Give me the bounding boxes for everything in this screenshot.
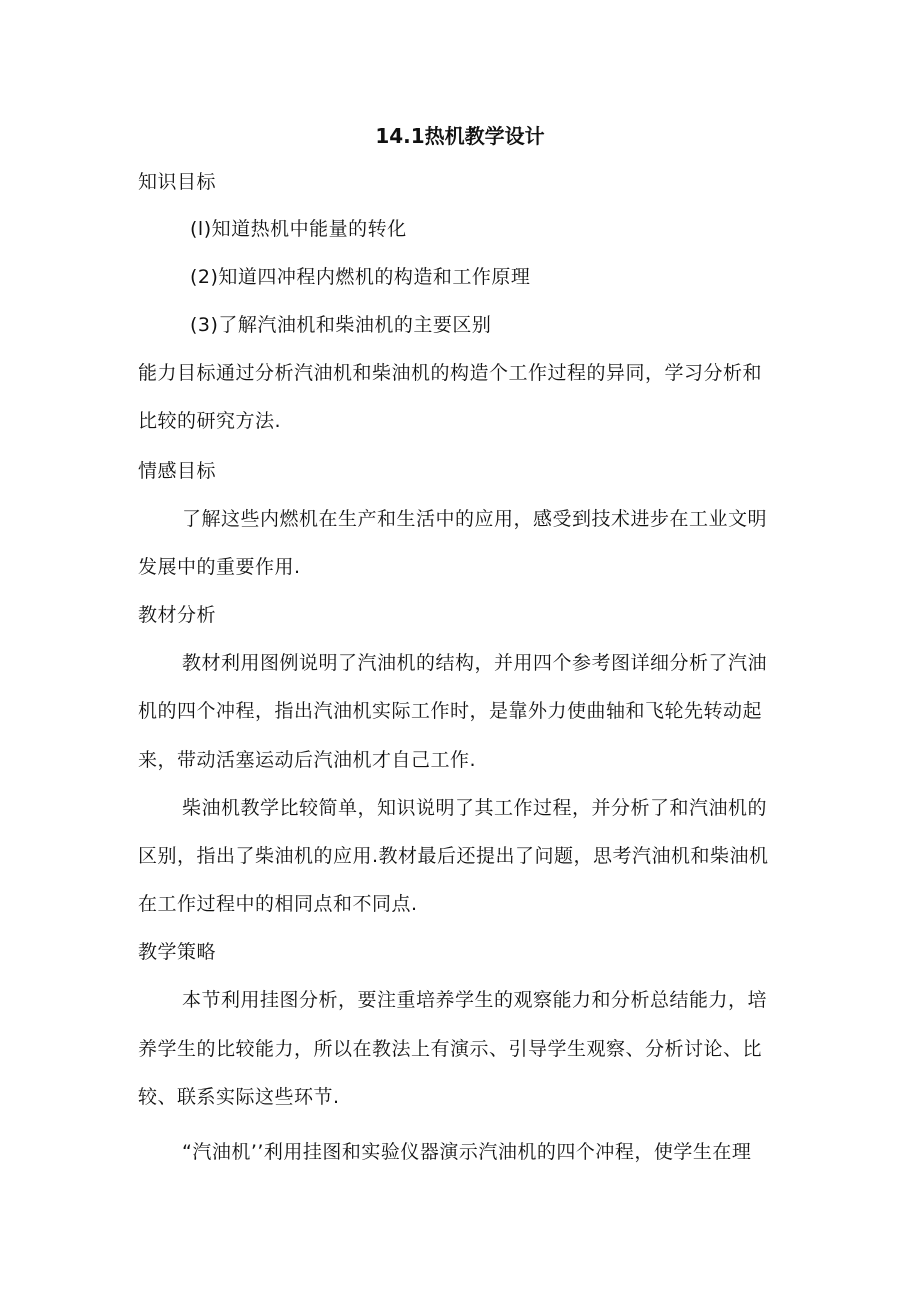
- emotion-line-2: 发展中的重要作用.: [138, 556, 301, 578]
- knowledge-item-1: (l)知道热机中能量的转化: [190, 218, 407, 240]
- material-para1-line-2: 机的四个冲程，指出汽油机实际工作时，是靠外力使曲轴和飞轮先转动起: [138, 700, 763, 722]
- material-para1-line-1: 教材利用图例说明了汽油机的结构，并用四个参考图详细分析了汽油: [182, 652, 768, 674]
- material-para2-line-3: 在工作过程中的相同点和不同点.: [138, 893, 418, 915]
- material-heading: 教材分析: [138, 604, 217, 626]
- strategy-para2-line-1: “汽油机’’利用挂图和实验仪器演示汽油机的四个冲程，使学生在理: [182, 1141, 752, 1163]
- strategy-para1-line-1: 本节利用挂图分析，要注重培养学生的观察能力和分析总结能力，培: [182, 989, 768, 1011]
- material-para1-line-3: 来，带动活塞运动后汽油机才自己工作.: [138, 749, 477, 771]
- emotion-line-1: 了解这些内燃机在生产和生活中的应用，感受到技术进步在工业文明: [182, 508, 768, 530]
- ability-line-2: 比较的研究方法.: [138, 410, 282, 432]
- strategy-para1-line-2: 养学生的比较能力，所以在教法上有演示、引导学生观察、分析讨论、比: [138, 1038, 763, 1060]
- strategy-heading: 教学策略: [138, 941, 217, 963]
- material-para2-line-2: 区别，指出了柴油机的应用.教材最后还提出了问题，思考汽油机和柴油机: [138, 845, 769, 867]
- emotion-heading: 情感目标: [138, 460, 217, 482]
- document-title: 14.1热机教学设计: [375, 124, 545, 148]
- strategy-para1-line-3: 较、联系实际这些环节.: [138, 1086, 340, 1108]
- ability-line-1: 能力目标通过分析汽油机和柴油机的构造个工作过程的异同，学习分析和: [138, 362, 763, 384]
- material-para2-line-1: 柴油机教学比较简单，知识说明了其工作过程，并分析了和汽油机的: [182, 797, 768, 819]
- knowledge-heading: 知识目标: [138, 171, 217, 193]
- knowledge-item-3: (3)了解汽油机和柴油机的主要区别: [190, 314, 492, 336]
- knowledge-item-2: (2)知道四冲程内燃机的构造和工作原理: [190, 266, 531, 288]
